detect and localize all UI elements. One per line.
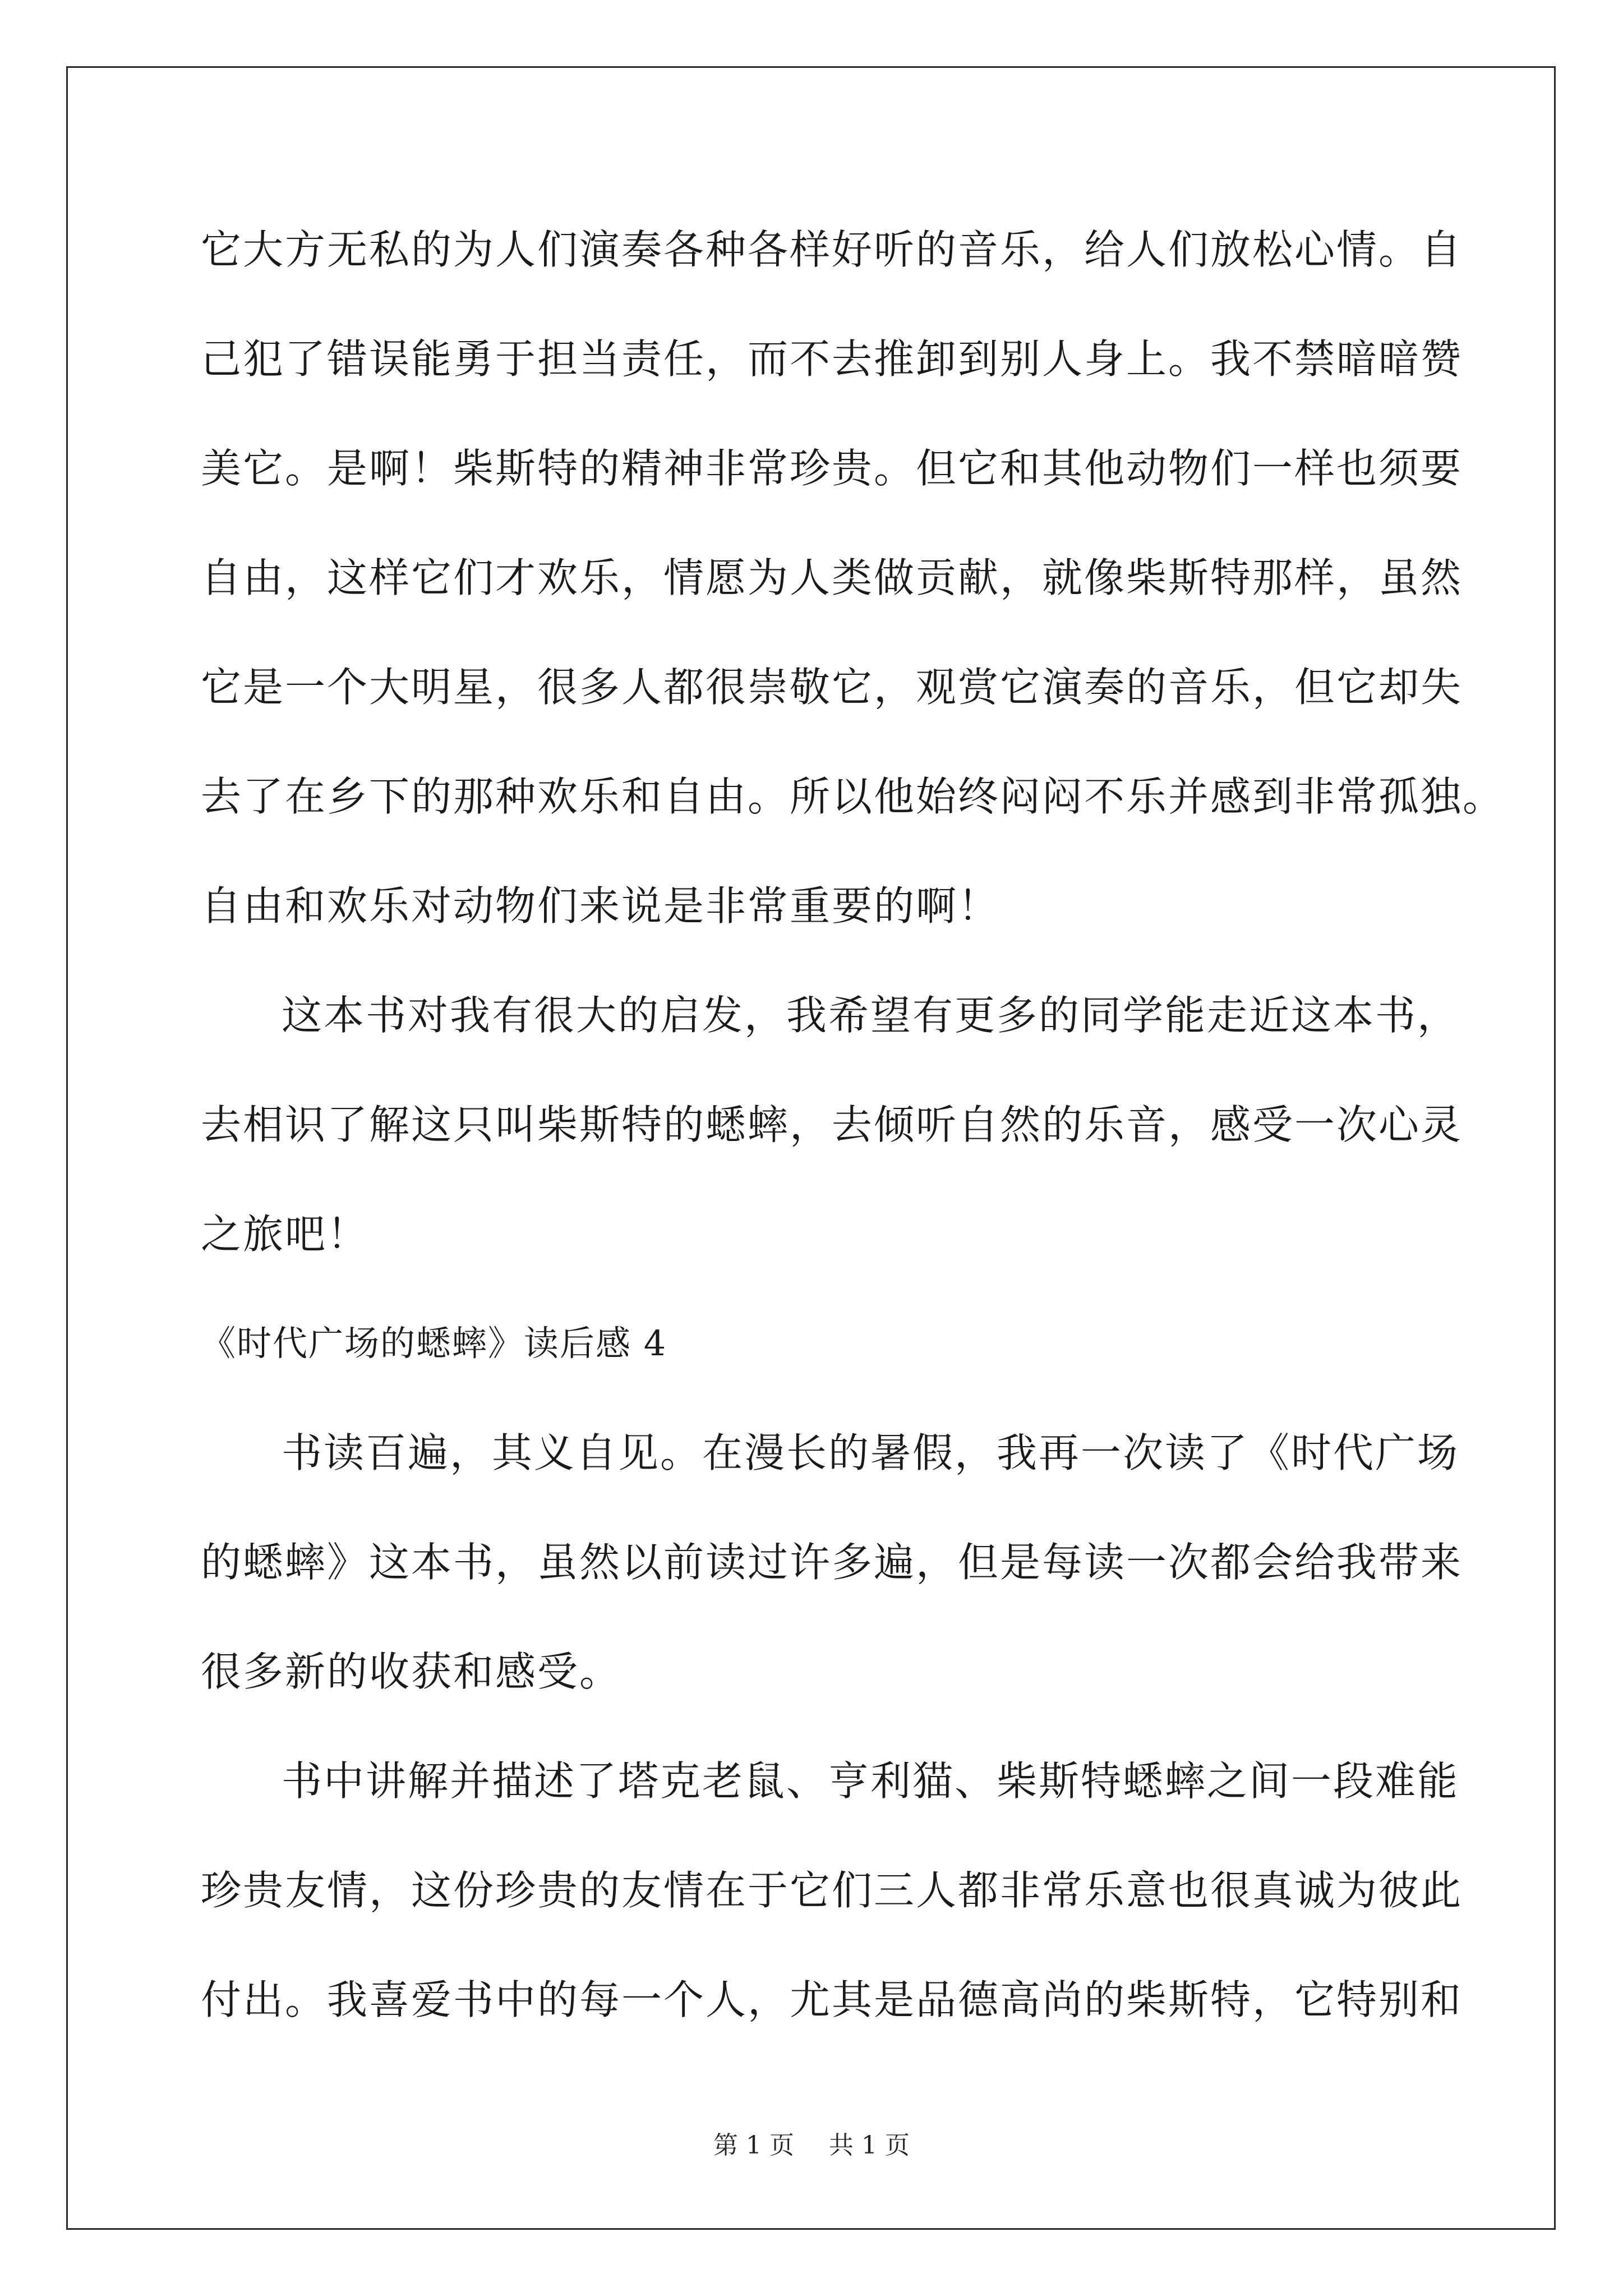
page-footer bbox=[0, 2129, 1623, 2162]
body-text-line: 美它。是啊！柴斯特的精神非常珍贵。但它和其他动物们一样也须要 bbox=[201, 445, 1463, 492]
body-text-line: 很多新的收获和感受。 bbox=[201, 1648, 622, 1695]
page-number: 第 1 页 bbox=[713, 2131, 794, 2160]
body-text-line: 书读百遍，其义自见。在漫长的暑假，我再一次读了《时代广场 bbox=[282, 1429, 1460, 1476]
body-text-line: 之旅吧！ bbox=[201, 1211, 370, 1258]
body-text-line: 自由，这样它们才欢乐，情愿为人类做贡献，就像柴斯特那样，虽然 bbox=[201, 554, 1463, 601]
body-text-line: 它大方无私的为人们演奏各种各样好听的音乐，给人们放松心情。自 bbox=[201, 226, 1463, 273]
body-text-line: 己犯了错误能勇于担当责任，而不去推卸到别人身上。我不禁暗暗赞 bbox=[201, 335, 1463, 383]
page-total: 共 1 页 bbox=[829, 2131, 910, 2160]
body-text-line: 的蟋蟀》这本书，虽然以前读过许多遍，但是每读一次都会给我带来 bbox=[201, 1539, 1463, 1586]
body-text-line: 自由和欢乐对动物们来说是非常重要的啊！ bbox=[201, 882, 1000, 930]
body-text-line: 它是一个大明星，很多人都很崇敬它，观赏它演奏的音乐，但它却失 bbox=[201, 664, 1463, 711]
section-heading: 《时代广场的蟋蟀》读后感 4 bbox=[201, 1323, 667, 1364]
body-text-line: 这本书对我有很大的启发，我希望有更多的同学能走近这本书， bbox=[282, 992, 1460, 1039]
body-text-line: 去了在乡下的那种欢乐和自由。所以他始终闷闷不乐并感到非常孤独。 bbox=[201, 773, 1505, 820]
body-text-line: 书中讲解并描述了塔克老鼠、亨利猫、柴斯特蟋蟀之间一段难能 bbox=[282, 1757, 1460, 1805]
body-text-line: 去相识了解这只叫柴斯特的蟋蟀，去倾听自然的乐音，感受一次心灵 bbox=[201, 1101, 1463, 1148]
body-text-line: 付出。我喜爱书中的每一个人，尤其是品德高尚的柴斯特，它特别和 bbox=[201, 1976, 1463, 2023]
body-text-line: 珍贵友情，这份珍贵的友情在于它们三人都非常乐意也很真诚为彼此 bbox=[201, 1867, 1463, 1914]
